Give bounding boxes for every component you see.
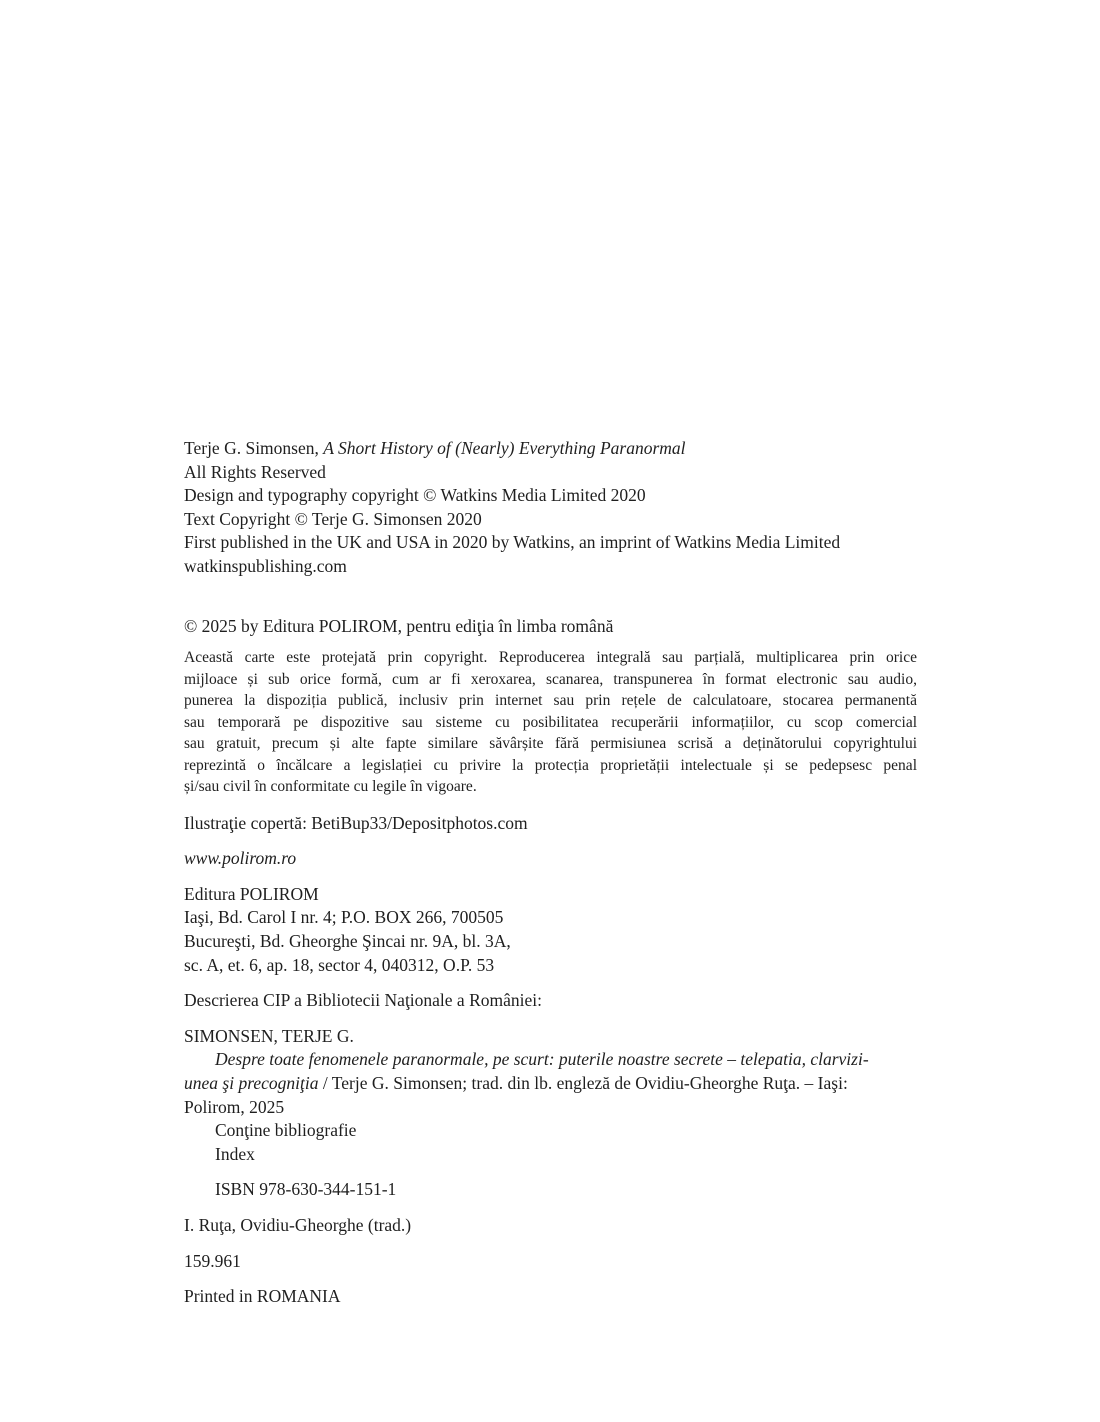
rights-block — [184, 437, 917, 579]
cip-title-line: Despre toate fenomenele paranormale, pe scurt: puterile noastre secrete – telepatia, clarvizi- — [215, 1049, 869, 1070]
legal-notice-line: sau temporară pe dispozitive sau sisteme cu posibilitatea recuperării informațiilor, cu scop comercial — [184, 713, 917, 731]
publisher-website — [184, 847, 917, 871]
printed-in — [184, 1285, 917, 1309]
original-title: A Short History of (Nearly) Everything Paranormal — [323, 438, 686, 458]
copyright-page — [184, 437, 917, 1309]
design-copyright: Design and typography copyright © Watkins Media Limited 2020 — [184, 485, 646, 506]
cover-illustration-credit: Ilustraţie copertă: BetiBup33/Depositphotos.com — [184, 812, 528, 833]
cip-publisher-year: Polirom, 2025 — [184, 1096, 285, 1117]
address-line: Iaşi, Bd. Carol I nr. 4; P.O. BOX 266, 700505 — [184, 907, 504, 928]
publisher-website-original: watkinspublishing.com — [184, 555, 347, 576]
legal-notice-line: și/sau civil în conformitate cu legile în vigoare. — [184, 778, 477, 796]
legal-notice — [184, 647, 917, 798]
legal-notice-line: mijloace și sub orice formă, cum ar fi xeroxarea, scanarea, transpunerea în format electronic sau audio, — [184, 670, 917, 688]
publisher-address — [184, 883, 917, 977]
author-name: Terje G. Simonsen, — [184, 438, 324, 458]
printed-in-text: Printed in ROMANIA — [184, 1286, 341, 1307]
cover-illustration — [184, 812, 917, 836]
cip-record — [184, 1025, 917, 1273]
cip-index: Index — [215, 1143, 255, 1164]
cip-contents: Conţine bibliografie — [215, 1120, 357, 1141]
publisher-website-link: www.polirom.ro — [184, 848, 297, 869]
cip-heading — [184, 989, 917, 1013]
cip-title-rest: / Terje G. Simonsen; trad. din lb. engleză de Ovidiu-Gheorghe Ruţa. – Iaşi: — [318, 1073, 848, 1093]
address-line: sc. A, et. 6, ap. 18, sector 4, 040312, O.P. 53 — [184, 954, 495, 975]
legal-notice-line: reprezintă o încălcare a legislației cu privire la protecția proprietății intelectuale și se pedepsesc penal — [184, 756, 917, 774]
cip-classification: 159.961 — [184, 1250, 241, 1271]
romanian-copyright — [184, 615, 917, 639]
cip-title-line — [184, 1072, 917, 1096]
cip-title-italic: unea şi precogniţia — [184, 1073, 319, 1093]
original-title-line — [184, 437, 917, 461]
cip-heading-text: Descrierea CIP a Bibliotecii Naţionale a României: — [184, 990, 542, 1011]
text-copyright: Text Copyright © Terje G. Simonsen 2020 — [184, 508, 482, 529]
cip-author: SIMONSEN, TERJE G. — [184, 1025, 354, 1046]
publisher-name: Editura POLIROM — [184, 883, 319, 904]
legal-notice-line: punerea la dispoziția publică, inclusiv prin internet sau prin rețele de calculatoare, stocarea permanentă — [184, 692, 917, 710]
all-rights-reserved: All Rights Reserved — [184, 461, 326, 482]
isbn: ISBN 978-630-344-151-1 — [215, 1179, 397, 1200]
legal-notice-line: Această carte este protejată prin copyright. Reproducerea integrală sau parțială, multiplicarea prin orice — [184, 649, 917, 667]
romanian-copyright-text: © 2025 by Editura POLIROM, pentru ediţia în limba română — [184, 615, 614, 636]
legal-notice-line: sau gratuit, precum și alte fapte similare săvârșite fără permisiunea scrisă a deținătorului copyrightului — [184, 735, 917, 753]
first-published: First published in the UK and USA in 2020 by Watkins, an imprint of Watkins Media Limited — [184, 532, 841, 553]
address-line: Bucureşti, Bd. Gheorghe Şincai nr. 9A, bl. 3A, — [184, 931, 511, 952]
cip-translator: I. Ruţa, Ovidiu-Gheorghe (trad.) — [184, 1214, 412, 1235]
